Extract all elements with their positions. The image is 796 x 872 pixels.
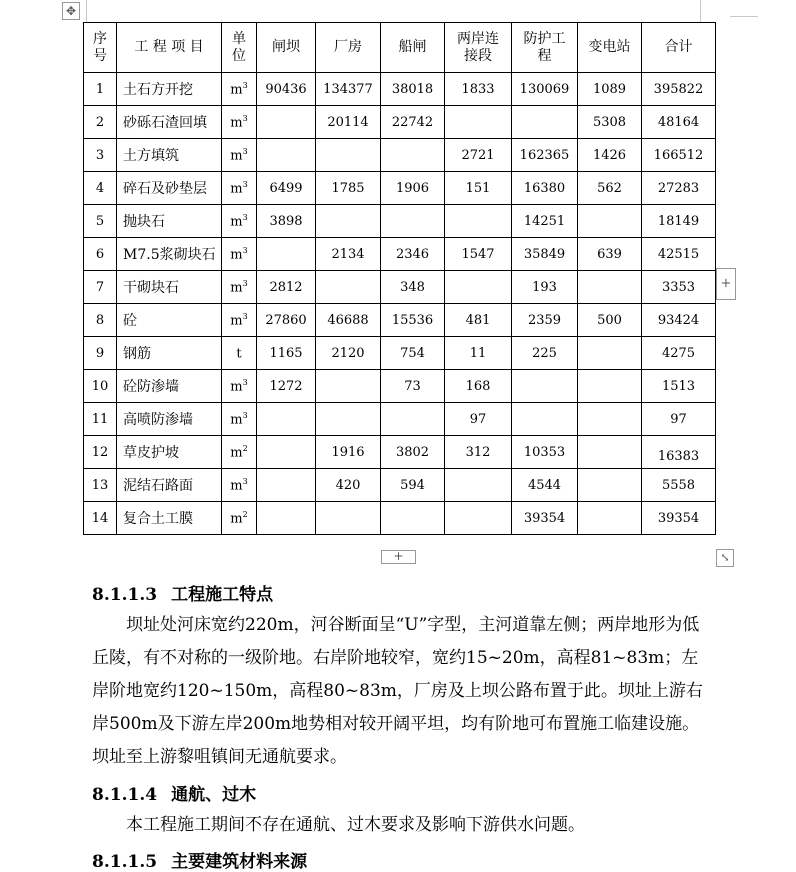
- value-cell[interactable]: 18149: [642, 205, 716, 238]
- value-cell[interactable]: 6499: [257, 172, 316, 205]
- value-cell[interactable]: [445, 205, 512, 238]
- header-cell[interactable]: 变电站: [578, 23, 642, 73]
- item-cell[interactable]: 复合土工膜: [117, 502, 222, 535]
- value-cell[interactable]: 2721: [445, 139, 512, 172]
- unit-text: m: [230, 82, 243, 98]
- section-title: 通航、过木: [171, 785, 257, 805]
- value-cell[interactable]: 22742: [381, 106, 445, 139]
- unit-text: m: [230, 148, 243, 164]
- unit-cell[interactable]: [222, 469, 257, 502]
- unit-exponent: 3: [242, 179, 248, 189]
- plus-icon: +: [393, 549, 404, 563]
- value-cell[interactable]: [257, 139, 316, 172]
- value-cell[interactable]: 1785: [316, 172, 381, 205]
- value-cell[interactable]: 4275: [642, 337, 716, 370]
- unit-cell[interactable]: [222, 502, 257, 535]
- section-heading-8-1-1-3: [92, 580, 273, 605]
- value-cell[interactable]: [578, 436, 642, 469]
- value-cell[interactable]: 38018: [381, 73, 445, 106]
- unit-cell[interactable]: [222, 172, 257, 205]
- item-cell[interactable]: 碎石及砂垫层: [117, 172, 222, 205]
- value-cell[interactable]: 73: [381, 370, 445, 403]
- value-cell[interactable]: 1272: [257, 370, 316, 403]
- value-cell[interactable]: 1165: [257, 337, 316, 370]
- value-cell[interactable]: 420: [316, 469, 381, 502]
- value-cell[interactable]: 481: [445, 304, 512, 337]
- value-cell[interactable]: 162365: [512, 139, 578, 172]
- value-cell[interactable]: [512, 370, 578, 403]
- value-cell[interactable]: 193: [512, 271, 578, 304]
- value-cell[interactable]: 754: [381, 337, 445, 370]
- value-cell[interactable]: 395822: [642, 73, 716, 106]
- page-margin-guide: [700, 0, 701, 22]
- table-row: [84, 205, 716, 238]
- value-cell[interactable]: 1089: [578, 73, 642, 106]
- value-cell[interactable]: 225: [512, 337, 578, 370]
- header-cell[interactable]: 序号: [84, 23, 117, 73]
- value-cell[interactable]: [257, 106, 316, 139]
- value-cell[interactable]: 97: [642, 403, 716, 436]
- table-row: [84, 436, 716, 469]
- unit-text: m: [230, 280, 243, 296]
- value-cell[interactable]: [257, 502, 316, 535]
- item-cell[interactable]: 泥结石路面: [117, 469, 222, 502]
- value-cell[interactable]: 1833: [445, 73, 512, 106]
- value-cell[interactable]: [381, 403, 445, 436]
- table-row: [84, 370, 716, 403]
- item-cell[interactable]: M7.5浆砌块石: [117, 238, 222, 271]
- unit-cell[interactable]: [222, 436, 257, 469]
- item-cell[interactable]: 土方填筑: [117, 139, 222, 172]
- item-cell[interactable]: 土石方开挖: [117, 73, 222, 106]
- unit-exponent: 2: [242, 443, 248, 453]
- item-cell[interactable]: 草皮护坡: [117, 436, 222, 469]
- value-cell[interactable]: [316, 403, 381, 436]
- unit-cell[interactable]: [222, 106, 257, 139]
- unit-text: t: [236, 346, 242, 362]
- value-cell[interactable]: [445, 271, 512, 304]
- value-cell[interactable]: 134377: [316, 73, 381, 106]
- value-cell[interactable]: 20114: [316, 106, 381, 139]
- section-heading-8-1-1-4: [92, 780, 256, 805]
- unit-text: m: [230, 511, 243, 527]
- page-margin-guide: [86, 0, 87, 22]
- row-number-cell[interactable]: 13: [84, 469, 117, 502]
- value-cell[interactable]: 93424: [642, 304, 716, 337]
- value-cell[interactable]: [316, 502, 381, 535]
- row-number-cell[interactable]: 4: [84, 172, 117, 205]
- section-body[interactable]: 坝址处河床宽约220m，河谷断面呈“U”字型，主河道靠左侧；两岸地形为低丘陵，有不对称的一级阶地。右岸阶地较窄，宽约15~20m，高程81~83m；左岸阶地宽约120~150m，高程80~83m，厂房及上坝公路布置于此。坝址上游右岸500m及下游左岸200m地势相对较开阔平坦，均有阶地可布置施工临建设施。坝址至上游黎咀镇间无通航要求。: [92, 615, 703, 767]
- value-cell[interactable]: [445, 502, 512, 535]
- section-heading-8-1-1-5: [92, 847, 307, 872]
- unit-exponent: 3: [242, 410, 248, 420]
- unit-text: m: [230, 313, 243, 329]
- value-cell[interactable]: 35849: [512, 238, 578, 271]
- unit-exponent: 3: [242, 311, 248, 321]
- table-row: [84, 403, 716, 436]
- unit-exponent: 3: [242, 377, 248, 387]
- value-cell[interactable]: [316, 139, 381, 172]
- value-cell[interactable]: [257, 403, 316, 436]
- table-row: [84, 106, 716, 139]
- value-cell[interactable]: 15536: [381, 304, 445, 337]
- value-cell[interactable]: [578, 337, 642, 370]
- unit-cell[interactable]: [222, 370, 257, 403]
- table-move-handle[interactable]: [62, 2, 80, 20]
- unit-exponent: 3: [242, 245, 248, 255]
- value-cell[interactable]: 500: [578, 304, 642, 337]
- item-cell[interactable]: 钢筋: [117, 337, 222, 370]
- header-cell[interactable]: 防护工程: [512, 23, 578, 73]
- unit-cell[interactable]: [222, 205, 257, 238]
- value-cell[interactable]: [445, 469, 512, 502]
- value-cell[interactable]: [257, 238, 316, 271]
- value-cell[interactable]: 1547: [445, 238, 512, 271]
- row-number-cell[interactable]: 1: [84, 73, 117, 106]
- plus-icon: +: [720, 276, 732, 291]
- value-cell[interactable]: [381, 502, 445, 535]
- unit-text: m: [230, 379, 243, 395]
- item-cell[interactable]: 砂砾石渣回填: [117, 106, 222, 139]
- value-cell[interactable]: 348: [381, 271, 445, 304]
- row-number-cell[interactable]: 5: [84, 205, 117, 238]
- row-number-cell[interactable]: 10: [84, 370, 117, 403]
- value-cell[interactable]: [578, 205, 642, 238]
- section-title: 工程施工特点: [171, 585, 274, 605]
- unit-cell[interactable]: [222, 271, 257, 304]
- header-cell[interactable]: 合计: [642, 23, 716, 73]
- value-cell[interactable]: [578, 403, 642, 436]
- value-cell[interactable]: [445, 106, 512, 139]
- unit-exponent: 2: [242, 509, 248, 519]
- move-icon: ✥: [65, 4, 77, 18]
- value-cell[interactable]: 16383: [642, 436, 716, 469]
- row-number-cell[interactable]: 2: [84, 106, 117, 139]
- section-number: 8.1.1.4: [92, 785, 158, 805]
- unit-text: m: [230, 214, 243, 230]
- header-cell[interactable]: 闸坝: [257, 23, 316, 73]
- table-row: [84, 172, 716, 205]
- row-number-cell[interactable]: 9: [84, 337, 117, 370]
- value-cell[interactable]: 2812: [257, 271, 316, 304]
- value-cell[interactable]: [316, 370, 381, 403]
- value-cell[interactable]: 562: [578, 172, 642, 205]
- unit-cell[interactable]: [222, 73, 257, 106]
- value-cell[interactable]: 3898: [257, 205, 316, 238]
- add-row-button[interactable]: [381, 550, 416, 564]
- table-row: [84, 73, 716, 106]
- value-cell[interactable]: 2120: [316, 337, 381, 370]
- section-body[interactable]: 本工程施工期间不存在通航、过木要求及影响下游供水问题。: [126, 815, 585, 835]
- value-cell[interactable]: 168: [445, 370, 512, 403]
- value-cell[interactable]: 3353: [642, 271, 716, 304]
- unit-exponent: 3: [242, 278, 248, 288]
- header-cell[interactable]: 单位: [222, 23, 257, 73]
- value-cell[interactable]: [316, 205, 381, 238]
- value-cell[interactable]: 46688: [316, 304, 381, 337]
- table-row: [84, 271, 716, 304]
- value-cell[interactable]: 39354: [512, 502, 578, 535]
- unit-exponent: 3: [242, 476, 248, 486]
- value-cell[interactable]: [257, 436, 316, 469]
- header-cell[interactable]: 工 程 项 目: [117, 23, 222, 73]
- unit-exponent: 3: [242, 80, 248, 90]
- value-cell[interactable]: 5308: [578, 106, 642, 139]
- unit-cell[interactable]: [222, 403, 257, 436]
- value-cell[interactable]: 1906: [381, 172, 445, 205]
- value-cell[interactable]: [578, 271, 642, 304]
- unit-exponent: 3: [242, 212, 248, 222]
- value-cell[interactable]: 1426: [578, 139, 642, 172]
- value-cell[interactable]: [578, 502, 642, 535]
- page-margin-guide: [730, 16, 758, 17]
- table-resize-handle[interactable]: [716, 549, 734, 567]
- value-cell[interactable]: 5558: [642, 469, 716, 502]
- value-cell[interactable]: 27283: [642, 172, 716, 205]
- value-cell[interactable]: 39354: [642, 502, 716, 535]
- value-cell[interactable]: 97: [445, 403, 512, 436]
- value-cell[interactable]: 1916: [316, 436, 381, 469]
- table-header-row: [84, 23, 716, 73]
- section-number: 8.1.1.3: [92, 585, 158, 605]
- header-cell[interactable]: 厂房: [316, 23, 381, 73]
- value-cell[interactable]: 2346: [381, 238, 445, 271]
- unit-cell[interactable]: [222, 304, 257, 337]
- add-column-button[interactable]: [716, 268, 736, 300]
- value-cell[interactable]: [512, 403, 578, 436]
- unit-text: m: [230, 478, 243, 494]
- row-number-cell[interactable]: 8: [84, 304, 117, 337]
- row-number-cell[interactable]: 7: [84, 271, 117, 304]
- quantity-table: [83, 22, 716, 535]
- item-cell[interactable]: 砼防渗墙: [117, 370, 222, 403]
- item-cell[interactable]: 抛块石: [117, 205, 222, 238]
- value-cell[interactable]: 90436: [257, 73, 316, 106]
- row-number-cell[interactable]: 14: [84, 502, 117, 535]
- unit-text: m: [230, 247, 243, 263]
- table-row: [84, 304, 716, 337]
- value-cell[interactable]: 594: [381, 469, 445, 502]
- unit-cell[interactable]: [222, 139, 257, 172]
- value-cell[interactable]: [512, 106, 578, 139]
- value-cell[interactable]: [316, 271, 381, 304]
- unit-text: m: [230, 115, 243, 131]
- value-cell[interactable]: 151: [445, 172, 512, 205]
- table-row: [84, 337, 716, 370]
- value-cell[interactable]: [578, 469, 642, 502]
- unit-exponent: 3: [242, 146, 248, 156]
- unit-text: m: [230, 412, 243, 428]
- unit-text: m: [230, 181, 243, 197]
- item-cell[interactable]: 高喷防渗墙: [117, 403, 222, 436]
- value-cell[interactable]: 27860: [257, 304, 316, 337]
- value-cell[interactable]: 11: [445, 337, 512, 370]
- value-cell[interactable]: 4544: [512, 469, 578, 502]
- value-cell[interactable]: 130069: [512, 73, 578, 106]
- table-row: [84, 469, 716, 502]
- value-cell[interactable]: [257, 469, 316, 502]
- item-cell[interactable]: 干砌块石: [117, 271, 222, 304]
- item-cell[interactable]: 砼: [117, 304, 222, 337]
- value-cell[interactable]: 16380: [512, 172, 578, 205]
- value-cell[interactable]: 639: [578, 238, 642, 271]
- section-title: 主要建筑材料来源: [171, 852, 308, 872]
- resize-icon: ⤡: [720, 551, 730, 564]
- value-cell[interactable]: 1513: [642, 370, 716, 403]
- unit-cell[interactable]: [222, 238, 257, 271]
- value-cell[interactable]: 2359: [512, 304, 578, 337]
- section-number: 8.1.1.5: [92, 852, 158, 872]
- value-cell[interactable]: [381, 139, 445, 172]
- table-row: [84, 502, 716, 535]
- unit-text: m: [230, 445, 243, 461]
- value-cell[interactable]: 3802: [381, 436, 445, 469]
- row-number-cell[interactable]: 3: [84, 139, 117, 172]
- value-cell[interactable]: [578, 370, 642, 403]
- table-row: [84, 139, 716, 172]
- value-cell[interactable]: 42515: [642, 238, 716, 271]
- value-cell[interactable]: 166512: [642, 139, 716, 172]
- row-number-cell[interactable]: 6: [84, 238, 117, 271]
- value-cell[interactable]: 48164: [642, 106, 716, 139]
- header-cell[interactable]: 船闸: [381, 23, 445, 73]
- row-number-cell[interactable]: 11: [84, 403, 117, 436]
- value-cell[interactable]: 14251: [512, 205, 578, 238]
- table-row: [84, 238, 716, 271]
- row-number-cell[interactable]: 12: [84, 436, 117, 469]
- unit-cell[interactable]: [222, 337, 257, 370]
- value-cell[interactable]: 10353: [512, 436, 578, 469]
- unit-exponent: 3: [242, 113, 248, 123]
- value-cell[interactable]: 312: [445, 436, 512, 469]
- value-cell[interactable]: 2134: [316, 238, 381, 271]
- header-cell[interactable]: 两岸连接段: [445, 23, 512, 73]
- value-cell[interactable]: [381, 205, 445, 238]
